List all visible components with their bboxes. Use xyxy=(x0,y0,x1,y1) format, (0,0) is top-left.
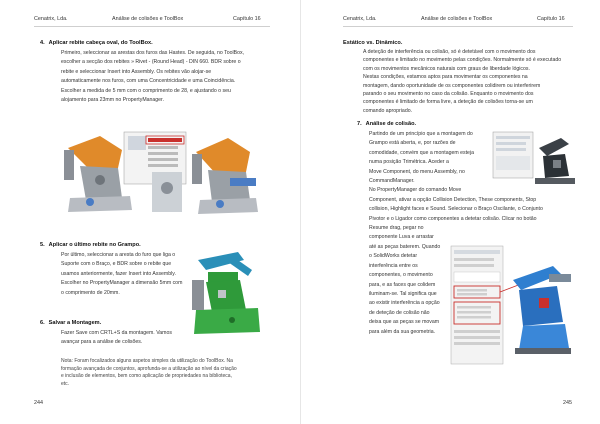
page-number-right: 245 xyxy=(563,400,572,406)
header-rule xyxy=(343,26,573,27)
move-component-figure xyxy=(491,130,577,190)
step-6-text: Fazer Save com CRTL+S da montagem. Vamos avançar para a análise de colisões. xyxy=(61,330,172,346)
clamp-model-middle xyxy=(152,172,182,212)
intro-text: A deteção de interferência ou colisão, só é detetável com o movimento dos componentes e limitado no movimento pelas condições. Normalmente só é executado com os movimentos mecânicos naturais com graus de liberdade lógicos. Nestas condições, estamos aptos para movimentar os componentes na montagem, dando oportunidade de os componentes colidirem ou interferirem parando o seu movimento no caso da colisão. Enquanto o movimento dos componentes é limitado de forma livre, a deteção de colisões torna-se um comando apropriado. xyxy=(363,49,562,114)
header-publisher: Cenatrix, Lda. xyxy=(343,16,377,22)
step-5-title: 5. Aplicar o último rebite no Grampo. xyxy=(40,242,141,248)
header-title: Análise de colisões e ToolBox xyxy=(112,16,184,22)
note-text: Nota: Foram focalizados alguns aspetos simples da utilização do ToolBox. Na formação avançada de conjuntos, aprofunda-se a utilização ao nível da criação e inclusão de elementos, bem como aplicação de propriedades na biblioteca, etc. xyxy=(61,358,237,387)
collision-detection-figure xyxy=(449,244,579,368)
section-title: Estático vs. Dinâmico. xyxy=(343,40,403,46)
clamp-model-left xyxy=(64,136,132,212)
step-6-title: 6. Salvar a Montagem. xyxy=(40,320,102,326)
header-title: Análise de colisões e ToolBox xyxy=(421,16,493,22)
step-5-text: Por último, seleccionar a aresta do furo que liga o Suporte com o Braço, e BDR sobre o rebite que usamos anteriormente, fazer Insert into Assembly. Escolher no PropertyManager a dimensão 5mm com o comprimento de 20mm. xyxy=(61,252,183,296)
clamp-rivet-figure xyxy=(188,250,268,342)
step-7-title: 7. Análise de colisão. xyxy=(357,121,417,127)
header-chapter: Capítulo 16 xyxy=(537,16,565,22)
step-4-text: Primeiro, seleccionar as arestas dos furos das Hastes. De seguida, no ToolBox, escolher a secção dos rebites » Rivet - (Round Head) - DIN 660. BDR sobre o rebite e seleccionar Insert into Assembly. Os rebites vão alojar-se automaticamente nos furos, com uma Concentricidade e uma Coincidência. Escolher a medida de 5 mm com o comprimento de 28, e ajustando o seu alojamento para 23mm no PropertyManager. xyxy=(61,50,244,104)
header-chapter: Capítulo 16 xyxy=(233,16,261,22)
step-4-title: 4. Aplicar rebite cabeça oval, do ToolBox. xyxy=(40,40,153,46)
header-publisher: Cenatrix, Lda. xyxy=(34,16,68,22)
clamp-model-right xyxy=(192,138,258,214)
header-rule xyxy=(34,26,270,27)
step-7-text: Partindo de um princípio que a montagem do Grampo está aberta, e, por razões de comodidade, convém que a montagem esteja numa posição Trimétrica. Aceder a Move Component, do menu Assembly, no CommandManager. No PropertyManager do comando Move Component, ativar a opção Collision Detection, These components, Stop collision, Highlight faces e Sound. Selecionar o Braço Oscilante, o Conjunto Pivotor e o Ligador como componentes a detetar colisão. Clicar no botão Resume drag, pegar no componente Luva e arrastar até as peças baterem. Quando o SolidWorks detetar interferência entre os componentes, o movimento para, e as faces que colidem iluminam-se. Tal significa que ao existir interferência a opção de deteção de colisão não deixa que as peças se movam para além da sua geometria. xyxy=(369,131,543,335)
rivet-insertion-figure xyxy=(60,128,260,218)
page-number-left: 244 xyxy=(34,400,43,406)
right-page xyxy=(300,0,600,424)
